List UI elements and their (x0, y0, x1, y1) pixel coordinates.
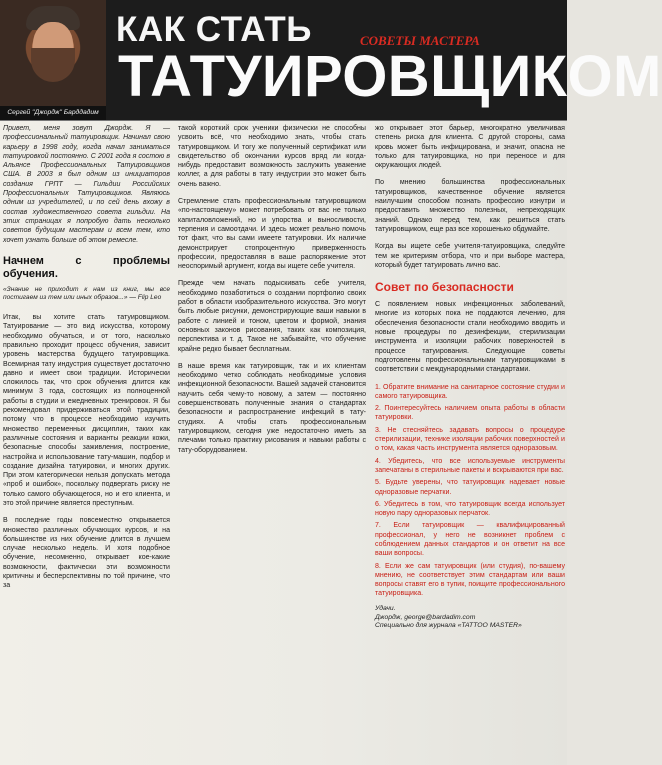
signoff-line-1: Удачи. (375, 604, 396, 612)
author-signoff (375, 605, 565, 631)
safety-list-item: 4. Убедитесь, что все используемые инструменты запечатаны в стерильные пакеты и вскрываются при вас. (375, 457, 565, 474)
signoff-line-2: Джордж, george@bardadim.com (375, 613, 476, 621)
middle-body-paragraph-2: Стремление стать профессиональным татуировщиком «по-настоящему» может потребовать от вас не только капиталовложений, но и упорства и выносливости, терпения и самоотдачи. И здесь может реально помочь тот факт, что вы сами имеете татуировки. Их наличие демонстрирует стопроцентную приверженность профессии, предоставляя в ваше распоряжение этот неоспоримый аргумент, когда вы ищете себе учителя. (178, 198, 366, 271)
safety-intro: С появлением новых инфекционных заболеваний, многие из которых пока не поддаются лечению, для обеспечения безопасности стали необходимо вводить и новые процедуры по дезинфекции, стерилизации инструмента и изоляции рабочих поверхностей в процессе татуирования. Следующие советы подготовлены профессиональными татуировщиками в соответствии с международными стандартами. (375, 301, 565, 374)
middle-body-paragraph-3: Прежде чем начать подыскивать себе учителя, необходимо позаботиться о создании портфолио своих работ в области изобразительного искусства. Это могут быть любые рисунки, демонстрирующие ваши навыки в работе с линией и тоном, цветом и формой, знания основных законов рисования, таких как композиция, перспектива и т. д. Такое не забывайте, что обучение крайне редко бывает бесплатным. (178, 280, 366, 353)
section-tag: СОВЕТЫ МАСТЕРА (360, 33, 480, 48)
left-body-paragraph-2: В последние годы повсеместно открывается множество различных обучающих курсов, и на большинстве из них обучение длится в лучшем случае несколько недель. И хотя подобное обучение, несомненно, открывает кое-какие возможности, фактически эти возможности критичны и бесперспективны по той причине, что за (3, 517, 170, 590)
middle-body-paragraph-1: такой короткий срок ученики физически не способны усвоить всё, что необходимо знать, чтобы стать татуировщиком. И тогу же полученный сертификат или свидетельство об окончании курсов вряд ли когда-нибудь предоставит возможность заслужить уважение коллег, а для работы в тату индустрии это может быть очень важно. (178, 125, 366, 188)
article-title-line-1: КАК СТАТЬ (116, 10, 312, 49)
training-quote: «Знание не приходит к нам из книг, мы все постигаем из тем или иных образов...» — Flip Leo (3, 285, 170, 302)
safety-list-item: 8. Если же сам татуировщик (или студия), по-вашему мнению, не соответствует этим стандартам или ваши вопросы ставят его в тупик, поищите профессионального татуировщика. (375, 562, 565, 598)
safety-list-item: 7. Если татуировщик — квалифицированный профессионал, у него не возникнет проблем с соблюдением данных стандартов и он ответит на все ваши вопросы. (375, 522, 565, 558)
safety-list (375, 383, 565, 599)
middle-column (178, 124, 366, 463)
safety-list-item: 2. Поинтересуйтесь наличием опыта работы в области татуировки. (375, 405, 565, 422)
article-header (0, 0, 662, 120)
right-column (375, 124, 565, 631)
signoff-line-3: Специально для журнала «TATTOO MASTER» (375, 622, 522, 630)
author-photo-caption: Сергей "Джордж" Барддадим (0, 106, 106, 120)
right-body-paragraph-1: жо открывает этот барьер, многократно увеличивая степень риска для клиента. С другой стороны, сама кровь может быть инфицирована, и значит, опасна не только для татуировщика, но при переносе и для окружающих людей. (375, 125, 565, 170)
header-divider (0, 120, 567, 121)
article-title-line-2: ТАТУИРОВЩИКОМ (118, 44, 662, 109)
author-photo (0, 0, 106, 106)
left-column (3, 124, 170, 599)
safety-list-item: 5. Будьте уверены, что татуировщик надевает новые одноразовые перчатки. (375, 479, 565, 496)
safety-list-item: 3. Не стесняйтесь задавать вопросы о процедуре стерилизации, технике изоляции рабочих поверхностей и о том, какая часть инструмента является одноразовым. (375, 426, 565, 453)
section-title-training: Начнем с проблемы обучения. (3, 254, 170, 280)
author-intro: Привет, меня зовут Джордж. Я — профессиональный татуировщик. Начинал свою карьеру в 1998 году, когда начал заниматься татуировкой постоянно. С 2001 года я состою в Альянсе Профессиональных Татуировщиков США. В 2003 я был одним из инициаторов создания ГРПТ — Гильдии Российских Профессиональных Татуировщиков. Являюсь одним из учредителей, и по сей день вхожу в состав художественного совета гильдии. На этих страницах я попробую дать несколько советов будущим мастерам и всем тем, кто хочет узнать больше об этом ремесле. (3, 125, 170, 244)
right-body-paragraph-2: По мнению большинства профессиональных татуировщиков, качественное обучение является наилучшим способом познать профессию изнутри и предоставить множество полезных, непреходящих знаний. Однако перед тем, как решиться стать татуировщиком, еще раз все хорошенько обдумайте. (375, 179, 565, 233)
safety-list-item: 6. Убедитесь в том, что татуировщик всегда использует новую пару одноразовых перчаток. (375, 500, 565, 518)
middle-body-paragraph-4: В наше время как татуировщик, так и их клиентам необходимо четко соблюдать необходимые условия инфекционной безопасности. Вашей задачей становится научить себя чему-то новому, а затем — постоянно совершенствовать полученные знания о стандартах безопасности и распространение инфекций в тату-студиях. А чтобы стать профессиональным татуировщиком, сегодня уже недостаточно иметь за плечами только практику рисования и навыки работы с тату-оборудованием. (178, 362, 366, 454)
section-title-safety: Совет по безопасности (375, 280, 514, 295)
left-body-paragraph-1: Итак, вы хотите стать татуировщиком. Татуирование — это вид искусства, которому необходимо обучаться, и от того, насколько правильно проходит процесс обучения, зависит уровень мастерства будущего татуировщика. Всемирная тату индустрия существует достаточно давно и имеет свои традиции. Исторически сложилось так, что срок обучения длится как минимум 3 года, состоящих из полноценной работы в студии и ежедневных тренировок. Я бы рекомендовал придерживаться этой традиции, потому что в процессе необходимо изучить множество переменных дисциплин, таких как различные состояния и варианты реакции кожи, безопасные способы заживления, построение, настройка и использование тату-машин, подбор и создание дизайна татуировки, и многих других. При этом категорически нельзя допускать метода «проб и ошибок», поскольку подвергать риску не только самого обучающегося, но и его клиента, и это этой причине является преступным. (3, 314, 170, 507)
photo-beard-detail (31, 48, 75, 82)
right-body-paragraph-3: Когда вы ищете себе учителя-татуировщика, следуйте тем же критериям отбора, что и при выборе мастера, который будет татуировать лично вас. (375, 243, 565, 269)
safety-list-item: 1. Обратите внимание на санитарное состояние студии и самого татуировщика. (375, 383, 565, 400)
